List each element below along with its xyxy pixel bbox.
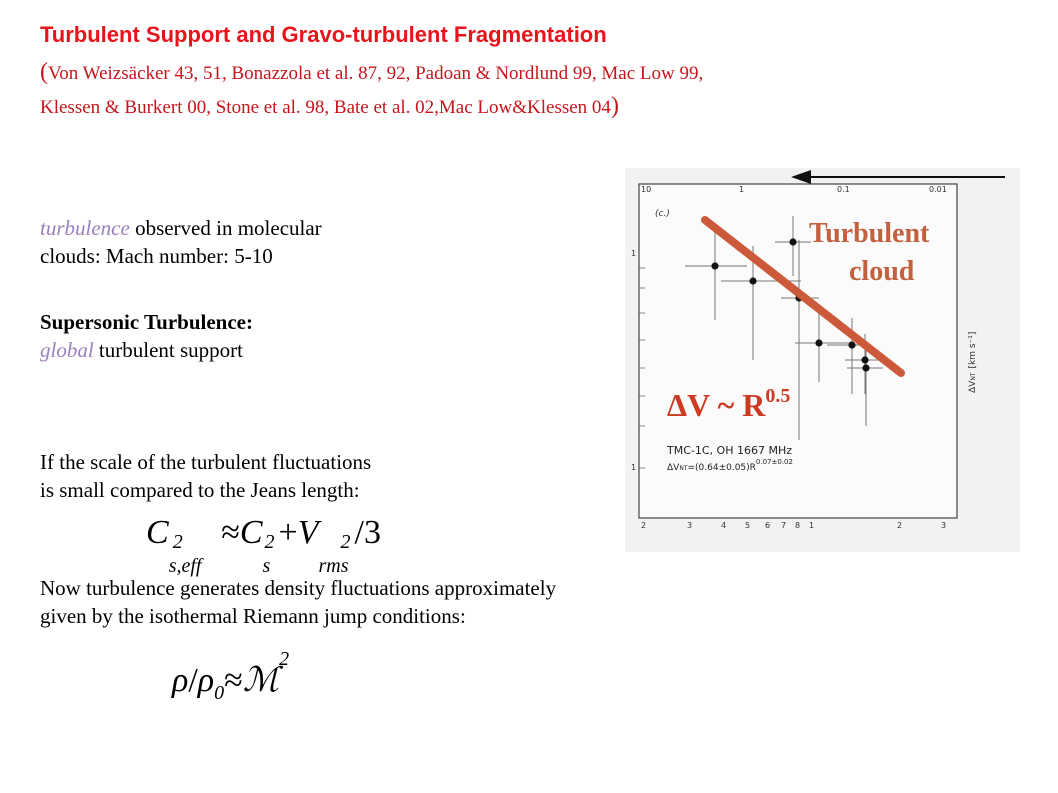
para4-line2: given by the isothermal Riemann jump conditions: [40,604,466,628]
references-text-2: Klessen & Burkert 00, Stone et al. 98, Bate et al. 02,Mac Low&Klessen 04 [40,97,611,118]
para2-line2 [40,336,253,364]
bottom-tick-5: 7 [781,521,787,530]
references [40,56,703,124]
eq1-term2: V [297,514,319,551]
data-point [711,262,718,269]
data-point [749,277,756,284]
top-tick-0: 10 [641,185,652,194]
svg-text:ΔVNT[km s⁻¹] [968,332,978,393]
eq2-rho: ρ [172,662,189,699]
references-text-1: Von Weizsäcker 43, 51, Bonazzola et al. 87, 92, Padoan & Nordlund 99, Mac Low 99, [48,63,704,84]
jeans-length-paragraph [40,448,371,504]
bottom-tick-8: 2 [897,521,903,530]
references-line-1 [40,56,703,90]
scaling-label: ΔV ~ R [667,387,766,423]
eq1-term2-sub: rms [318,555,349,577]
bottom-tick-6: 8 [795,521,801,530]
top-tick-2: 0.1 [837,185,850,194]
data-point [848,341,855,348]
supersonic-turbulence-paragraph [40,308,253,364]
eq2-approx: ≈ [224,662,243,699]
y-axis-sub: NT [970,372,977,381]
eq1-term1: C [239,514,263,551]
data-point [789,238,796,245]
eq1-approx: ≈ [221,514,240,551]
para3-line2: is small compared to the Jeans length: [40,478,360,502]
eq1-term1-sup: 2 [264,531,275,553]
para3-line1: If the scale of the turbulent fluctuations [40,450,372,474]
caption-dv: ΔV [667,463,680,473]
turbulence-observed-paragraph [40,214,322,270]
left-tick-1: 1 [631,463,637,472]
eq1-lhs: C [146,514,169,551]
top-tick-3: 0.01 [929,185,947,194]
eq2-mach: ℳ [242,662,280,699]
density-contrast-equation [172,647,290,705]
bottom-tick-9: 3 [941,521,947,530]
bottom-tick-4: 6 [765,521,771,530]
eq2-rho0-sub: 0 [214,681,225,704]
eq1-lhs-sup: 2 [172,531,183,553]
eq1-term2-sup: 2 [340,531,351,553]
supersonic-heading: Supersonic Turbulence: [40,310,253,334]
para1-rest: observed in molecular [129,216,322,240]
panel-label: (c.) [655,209,670,219]
eq2-rho0: ρ [197,662,215,699]
global-term: global [40,338,94,362]
references-close-paren: ) [610,93,619,119]
references-open-paren: ( [40,59,48,85]
left-tick-0: 1 [631,249,637,258]
bottom-tick-3: 5 [745,521,751,530]
bottom-tick-7: 1 [809,521,815,530]
caption-line1: TMC-1C, OH 1667 MHz [667,444,792,457]
effective-sound-speed-equation [146,514,381,577]
data-point [815,339,822,346]
eq1-div: /3 [354,514,381,551]
overlay-title-line2: cloud [849,256,915,287]
overlay-title-line1: Turbulent [809,218,930,249]
caption-exponent: 0.07±0.02 [755,458,793,466]
data-point [862,364,869,371]
caption-fit: =(0.64±0.05)R [687,463,756,473]
caption-dv-sub: NT [679,465,688,472]
para2-rest: turbulent support [93,338,243,362]
linewidth-size-figure [625,168,1020,552]
data-point [861,356,868,363]
eq1-term1-sub: s [262,555,271,577]
slide-title: Turbulent Support and Gravo-turbulent Fragmentation [40,22,607,47]
top-tick-1: 1 [739,185,745,194]
references-line-2 [40,90,703,124]
turbulence-term: turbulence [40,216,130,240]
riemann-paragraph [40,574,556,630]
eq2-slash: / [188,662,198,699]
para1-line1 [40,214,322,242]
scaling-exponent: 0.5 [765,385,791,407]
para1-line2: clouds: Mach number: 5-10 [40,244,273,268]
eq1-plus: + [278,514,298,551]
y-axis-unit: [km s⁻¹] [968,331,978,369]
y-axis-label [968,332,978,393]
bottom-tick-0: 2 [641,521,647,530]
eq1-lhs-sub: s,eff [168,555,202,577]
eq2-mach-sup: 2 [279,647,290,670]
bottom-tick-1: 3 [687,521,693,530]
bottom-tick-2: 4 [721,521,727,530]
para4-line1: Now turbulence generates density fluctuations approximately [40,576,557,600]
y-axis-symbol: ΔV [968,380,978,393]
